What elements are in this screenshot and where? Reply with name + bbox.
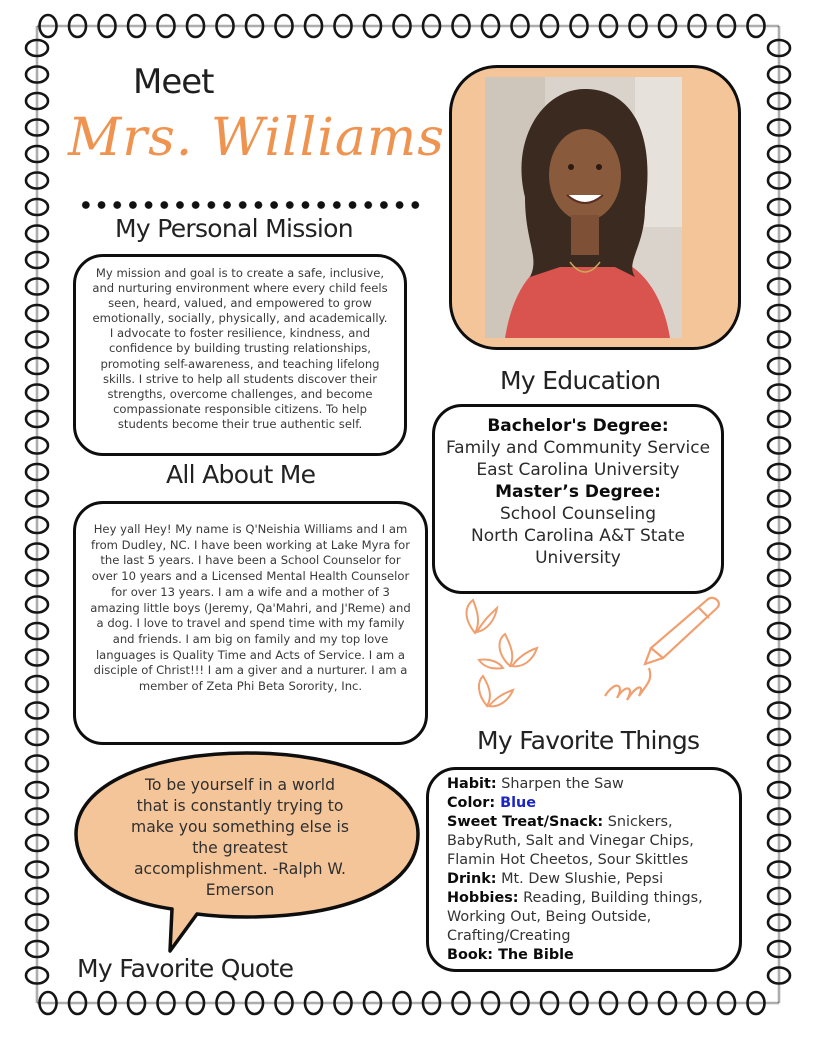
favorite-drink: Drink: Mt. Dew Slushie, Pepsi [447,871,664,887]
mission-heading: My Personal Mission [115,214,353,243]
quote-text: To be yourself in a world that is constantly trying to make you something else is the greatest accomplishment. -Ralph W. Emerson [131,776,349,899]
bachelor-degree-label: Bachelor's Degree: [487,416,669,436]
pencil-doodle [605,598,719,700]
favorites-box [426,767,742,972]
leaf-and-pencil-doodle [455,588,730,718]
about-box [73,501,428,745]
education-heading: My Education [500,366,661,395]
about-text: Hey yall Hey! My name is Q'Neishia Williams and I am from Dudley, NC. I have been working at Lake Myra for the last 5 years. I have been a School Counselor for over 10 years and a Licensed Mental Health Counselor for over 13 years. I am a wife and a mother of 3 amazing little boys (Jeremy, Qa'Mahri, and J'Reme) and a dog. I love to travel and spend time with my family and friends. I am big on family and my top love languages is Quality Time and Acts of Service. I am a disciple of Christ!!! I am a giver and a nurturer. I am a member of Zeta Phi Beta Sorority, Inc. [90,522,411,694]
dotted-divider [78,199,424,211]
favorite-color: Color: Blue [447,795,537,811]
mission-box [73,254,407,456]
portrait-photo [485,77,682,338]
mission-text: My mission and goal is to create a safe, inclusive, and nurturing environment where every child feels seen, heard, valued, and empowered to grow emotionally, socially, physically, and academically. I advocate to foster resilience, kindness, and confidence by building trusting relationships, promoting self-awareness, and teaching lifelong skills. I strive to help all students discover their strengths, overcome challenges, and become compassionate responsible citizens. To help students become their true authentic self. [92,266,388,431]
favorite-snack: Sweet Treat/Snack: Snickers, BabyRuth, Salt and Vinegar Chips, Flamin Hot Cheetos, Sour Skittles [447,814,694,868]
teacher-name-title: Mrs. Williams [68,108,445,168]
leaf-doodle [467,600,538,706]
master-degree-school: North Carolina A&T State University [471,526,685,568]
quote-heading: My Favorite Quote [77,954,294,983]
education-box [432,404,724,594]
bachelor-degree-school: East Carolina University [476,460,680,480]
meet-label: Meet [133,62,214,102]
favorites-heading: My Favorite Things [477,726,700,755]
favorite-hobbies: Hobbies: Reading, Building things, Working Out, Being Outside, Crafting/Creating [447,890,703,944]
favorite-habit: Habit: Sharpen the Saw [447,776,624,792]
favorite-book: Book: The Bible [447,947,574,963]
bachelor-degree-field: Family and Community Service [445,438,711,458]
master-degree-label: Master’s Degree: [495,482,661,502]
master-degree-field: School Counseling [500,504,656,524]
about-heading: All About Me [166,460,316,489]
